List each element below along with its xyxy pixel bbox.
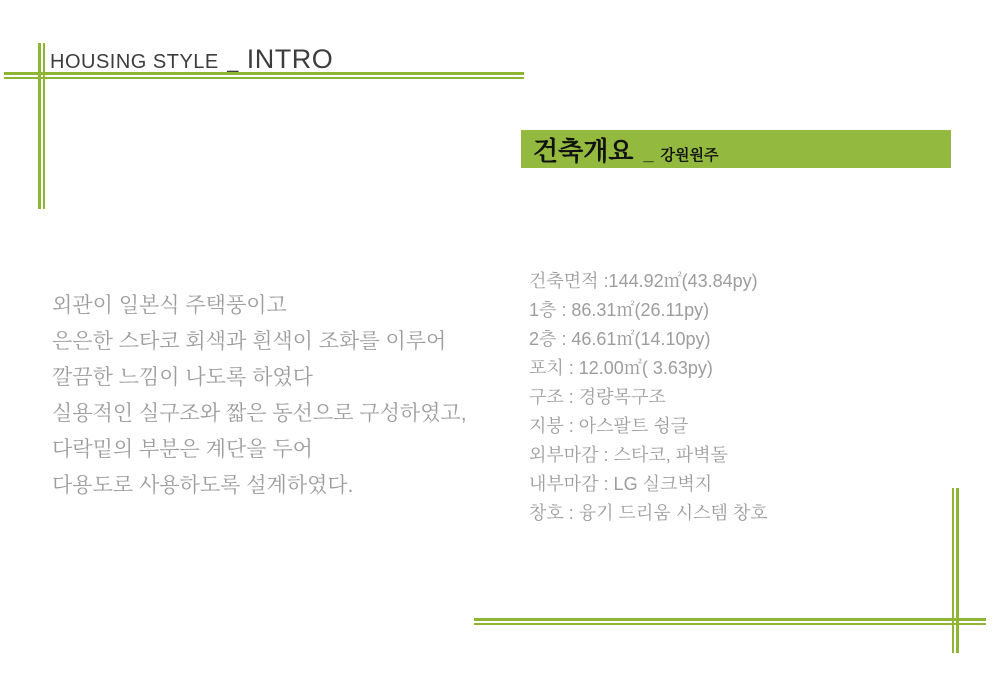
spec-line-second-floor: 2층 : 46.61㎡(14.10py)	[529, 329, 711, 349]
section-banner-title: 건축개요	[533, 136, 634, 166]
intro-line: 다용도로 사용하도록 설계하였다.	[52, 474, 354, 497]
bottom-horizontal-accent-line	[474, 618, 986, 625]
section-banner-separator: _	[643, 144, 654, 164]
spec-line-roof: 지붕 : 아스팔트 슁글	[529, 416, 689, 436]
spec-line-porch: 포치 : 12.00㎡( 3.63py)	[529, 358, 713, 378]
spec-line-total-area: 건축면적 :144.92㎡(43.84py)	[529, 271, 758, 291]
spec-line-exterior-finish: 외부마감 : 스타코, 파벽돌	[529, 445, 728, 465]
intro-line: 깔끔한 느낌이 나도록 하였다	[52, 366, 313, 389]
intro-line: 다락밑의 부분은 계단을 두어	[52, 438, 313, 461]
bottom-right-vertical-accent-line	[952, 488, 959, 653]
page-title-section: INTRO	[246, 44, 334, 74]
spec-line-first-floor: 1층 : 86.31㎡(26.11py)	[529, 300, 710, 320]
section-banner-location: 강원원주	[660, 147, 719, 164]
spec-line-interior-finish: 내부마감 : LG 실크벽지	[529, 474, 713, 494]
intro-line: 외관이 일본식 주택풍이고	[52, 294, 287, 317]
building-spec-list	[529, 267, 768, 528]
spec-line-structure: 구조 : 경량목구조	[529, 387, 666, 407]
intro-paragraph	[52, 288, 467, 504]
section-banner	[521, 130, 951, 168]
page-title	[50, 44, 333, 75]
intro-line: 실용적인 실구조와 짧은 동선으로 구성하였고,	[52, 402, 467, 425]
top-left-vertical-accent-line	[38, 43, 45, 209]
spec-line-windows: 창호 : 융기 드리움 시스템 창호	[529, 503, 768, 523]
intro-line: 은은한 스타코 회색과 흰색이 조화를 이루어	[52, 330, 447, 353]
page-title-category: HOUSING STYLE	[50, 51, 219, 73]
page-title-separator: _	[227, 51, 239, 73]
